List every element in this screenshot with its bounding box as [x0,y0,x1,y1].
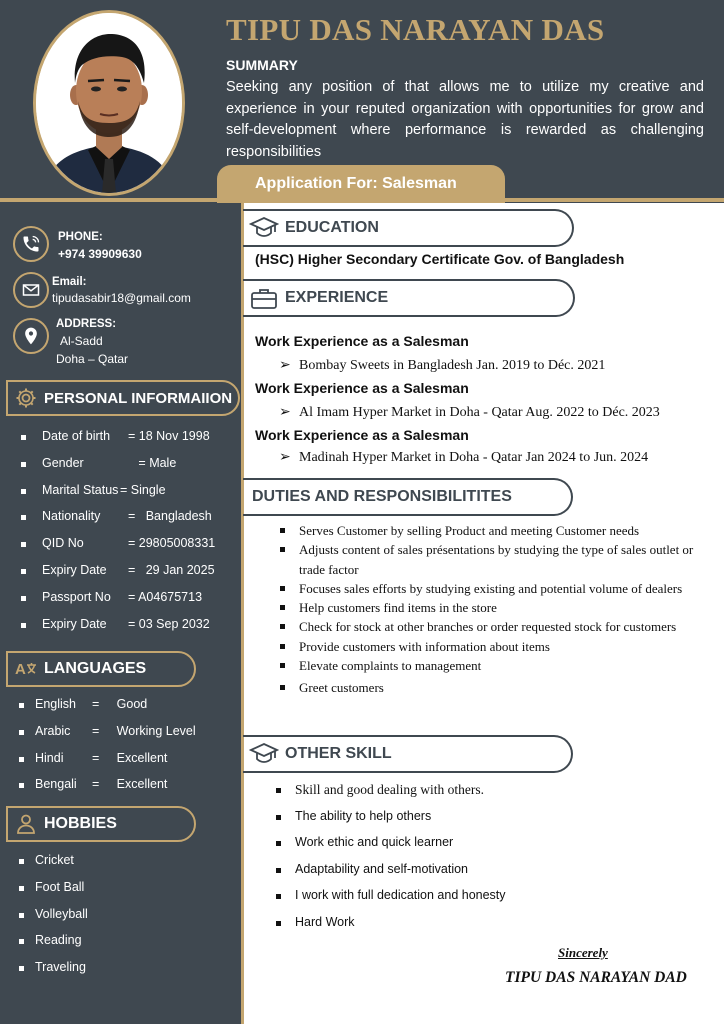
graduation-cap-icon [249,741,279,767]
other-skill-heading [243,735,573,773]
gear-icon [14,386,38,410]
experience-title: Work Experience as a Salesman [255,333,469,349]
duty-item: Help customers find items in the store [277,598,717,617]
personal-info-item: Nationality = Bangladesh [0,508,241,535]
phone-value: +974 39909630 [58,247,142,261]
sidebar-gold-line [241,203,244,1024]
experience-title: Work Experience as a Salesman [255,427,469,443]
language-item: English = Good [0,697,241,724]
personal-info-item: Expiry Date = 03 Sep 2032 [0,616,241,643]
skill-item: Adaptability and self-motivation [273,862,713,889]
languages-list [0,697,241,804]
briefcase-icon [249,285,279,311]
signature-name: TIPU DAS NARAYAN DAD [505,969,687,986]
svg-text:A: A [15,661,26,678]
skills-list [273,782,713,942]
profile-photo [33,10,185,196]
experience-heading-text: EXPERIENCE [285,289,389,306]
languages-heading-text: LANGUAGES [44,660,147,677]
duty-item: Provide customers with information about items [277,637,717,656]
address-line-2: Doha – Qatar [56,352,129,366]
address-label: ADDRESS: [56,318,117,330]
personal-info-item: Passport No = A04675713 [0,589,241,616]
duty-item: Check for stock at other branches or order requested stock for customers [277,617,717,636]
languages-heading [6,651,196,687]
summary-text: Seeking any position of that allows me to utilize my creative and experience in your reputed organization with opportunities for grow and self-development where performance is rewarded as challenging responsibilities [226,79,704,160]
hobbies-heading [6,806,196,842]
skill-item: Hard Work [273,915,713,942]
personal-info-list [0,428,241,642]
language-item: Bengali = Excellent [0,777,241,804]
application-text: Application For: Salesman [255,175,457,192]
duties-list [277,521,717,698]
experience-title: Work Experience as a Salesman [255,380,469,396]
duty-item: Serves Customer by selling Product and meeting Customer needs [277,521,717,540]
duty-item: Greet customers [277,678,717,697]
experience-detail: ➢ Madinah Hyper Market in Doha - Qatar Jan 2024 to Jun. 2024 [279,450,649,465]
personal-info-item: Expiry Date = 29 Jan 2025 [0,562,241,589]
hobby-item: Traveling [0,960,241,987]
language-icon [14,657,38,681]
email-value: tipudasabir18@gmail.com [52,291,191,305]
duties-heading-text: DUTIES AND RESPONSIBILITITES [252,488,512,505]
email-label: Email: [52,276,87,288]
hobby-item: Cricket [0,853,241,880]
profile-photo-illustration [36,13,182,193]
personal-info-item: Date of birth = 18 Nov 1998 [0,428,241,455]
experience-detail: ➢ Al Imam Hyper Market in Doha - Qatar Aug. 2022 to Déc. 2023 [279,405,660,420]
language-item: Arabic = Working Level [0,724,241,751]
skill-item: Skill and good dealing with others. [273,782,713,809]
experience-heading [243,279,575,317]
personal-info-item: QID No = 29805008331 [0,535,241,562]
hobbies-heading-text: HOBBIES [44,815,117,832]
personal-info-item: Marital Status = Single [0,482,241,509]
duty-item: Adjusts content of sales présentations by studying the type of sales outlet or trade factor [277,540,717,579]
email-icon [13,272,49,308]
duty-item: Focuses sales efforts by studying existing and potential volume of dealers [277,579,717,598]
phone-label: PHONE: [58,231,103,243]
phone-icon [13,226,49,262]
personal-info-heading [6,380,240,416]
location-pin-icon [13,318,49,354]
arrow-bullet-icon: ➢ [279,405,291,420]
hobby-item: Volleyball [0,907,241,934]
arrow-bullet-icon: ➢ [279,358,291,373]
duties-heading [243,478,573,516]
candidate-name: TIPU DAS NARAYAN DAS [226,12,605,47]
education-entry: (HSC) Higher Secondary Certificate Gov. of Bangladesh [255,251,625,267]
personal-info-item: Gender = Male [0,455,241,482]
other-skill-heading-text: OTHER SKILL [285,745,392,762]
personal-info-heading-text: PERSONAL INFORMAIION [44,389,233,407]
hobby-item: Reading [0,933,241,960]
skill-item: Work ethic and quick learner [273,835,713,862]
hobby-item: Foot Ball [0,880,241,907]
experience-detail: ➢ Bombay Sweets in Bangladesh Jan. 2019 to Déc. 2021 [279,358,606,373]
skill-item: I work with full dedication and honesty [273,888,713,915]
duty-item: Elevate complaints to management [277,656,717,675]
closing-sincerely: Sincerely [558,945,608,960]
address-line-1: Al-Sadd [60,334,103,348]
hobbies-list [0,853,241,987]
graduation-cap-icon [249,215,279,241]
skill-item: The ability to help others [273,809,713,836]
education-heading [243,209,574,247]
summary-title: SUMMARY [226,57,298,73]
person-icon [14,812,38,836]
arrow-bullet-icon: ➢ [279,450,291,465]
education-heading-text: EDUCATION [285,219,379,236]
language-item: Hindi = Excellent [0,751,241,778]
